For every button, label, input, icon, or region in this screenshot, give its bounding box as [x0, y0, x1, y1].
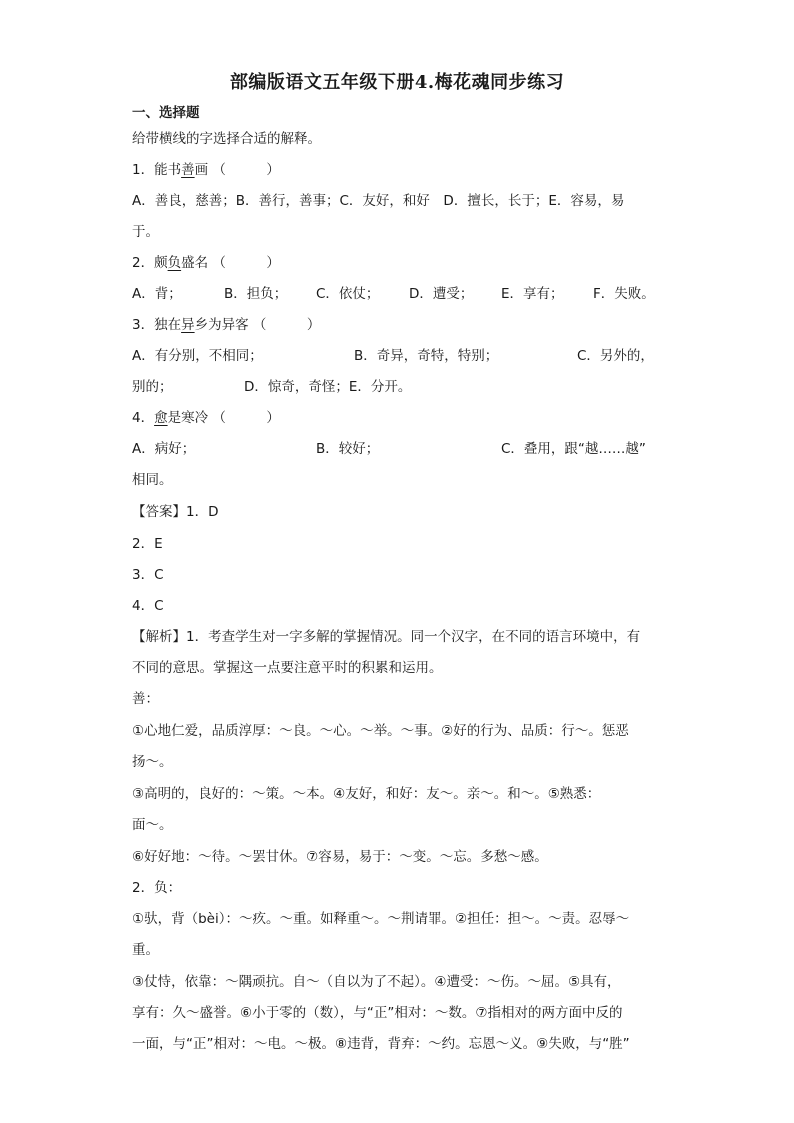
analysis-shan-2: 扬～。: [132, 754, 173, 770]
answer-3: 3．C: [132, 567, 164, 583]
question-1-rest: 画 （ ）: [194, 162, 280, 178]
analysis-line-2: 不同的意思。掌握这一点要注意平时的积累和运用。: [132, 660, 443, 676]
question-3: [132, 316, 320, 334]
analysis-fu-1: ①驮，背（bèi）：～疚。～重。如释重～。～荆请罪。②担任：担～。～责。忍辱～: [132, 911, 630, 927]
analysis-line-1: [132, 628, 640, 646]
analysis-shan-3: ③高明的，良好的：～策。～本。④友好，和好：友～。亲～。和～。⑤熟悉：: [132, 786, 601, 802]
analysis-label: 【解析】: [132, 629, 186, 645]
question-3-rest: 乡为异客 （ ）: [194, 317, 321, 333]
analysis-fu-3: ③仗恃，依靠：～隅顽抗。自～（自以为了不起）。④遭受：～伤。～屈。⑤具有，: [132, 974, 621, 990]
instruction-text: 给带横线的字选择合适的解释。: [132, 131, 321, 147]
q2-option-d: D．遭受；: [409, 286, 474, 302]
q2-option-e: E．享有；: [501, 286, 564, 302]
q4-option-a: A．病好；: [132, 441, 196, 457]
question-4-options-cont: 相同。: [132, 472, 173, 488]
question-2-keyword: 负: [167, 255, 182, 271]
q2-option-f: F．失败。: [593, 286, 655, 302]
q3-option-c: C．另外的，: [577, 348, 654, 364]
question-1-options-cont: 于。: [132, 224, 159, 240]
q3-option-d: D．惊奇，奇怪；E．分开。: [244, 379, 412, 395]
answer-4: 4．C: [132, 598, 164, 614]
analysis-shan-4: 面～。: [132, 817, 173, 833]
section-heading: 一、选择题: [132, 105, 200, 121]
analysis-line-1-text: 1．考查学生对一字多解的掌握情况。同一个汉字，在不同的语言环境中，有: [186, 629, 641, 645]
question-2: [132, 254, 280, 272]
analysis-fu-2: 重。: [132, 942, 159, 958]
q3-option-b: B．奇异，奇特，特别；: [354, 348, 499, 364]
answer-2: 2．E: [132, 536, 163, 552]
analysis-fu-5: 一面，与“正”相对：～电。～极。⑧违背，背弃：～约。忘恩～义。⑨失败，与“胜”: [132, 1036, 630, 1052]
question-1-keyword: 善: [181, 162, 195, 178]
analysis-shan-1: ①心地仁爱，品质淳厚：～良。～心。～举。～事。②好的行为、品质：行～。惩恶: [132, 723, 629, 739]
q3-option-a: A．有分别，不相同；: [132, 348, 263, 364]
q3-option-c-cont: 别的；: [132, 379, 173, 395]
analysis-fu-heading: 2．负：: [132, 880, 182, 896]
answer-1-value: 1．D: [186, 504, 219, 520]
answer-label: 【答案】: [132, 504, 186, 520]
question-2-rest: 盛名 （ ）: [181, 255, 280, 271]
question-3-number: 3．独在: [132, 317, 182, 333]
question-1: [132, 161, 280, 179]
analysis-shan-5: ⑥好好地：～待。～罢甘休。⑦容易，易于：～变。～忘。多愁～感。: [132, 849, 548, 865]
analysis-shan-heading: 善：: [132, 691, 159, 707]
page-title: 部编版语文五年级下册4.梅花魂同步练习: [229, 72, 565, 93]
question-4: [132, 409, 280, 427]
q2-option-b: B．担负；: [224, 286, 288, 302]
q2-option-a: A．背；: [132, 286, 182, 302]
question-4-number: 4．: [132, 410, 155, 426]
q4-option-c: C．叠用，跟“越……越”: [501, 441, 646, 457]
question-3-keyword: 异: [181, 317, 195, 333]
question-2-number: 2．颇: [132, 255, 168, 271]
question-1-number: 1．能书: [132, 162, 182, 178]
q4-option-b: B．较好；: [316, 441, 380, 457]
answer-1: [132, 503, 218, 521]
q2-option-c: C．依仗；: [316, 286, 380, 302]
question-4-rest: 是寒冷 （ ）: [167, 410, 280, 426]
analysis-fu-4: 享有：久～盛誉。⑥小于零的（数），与“正”相对：～数。⑦指相对的两方面中反的: [132, 1005, 623, 1021]
question-1-options: A．善良，慈善；B．善行，善事；C．友好，和好 D．擅长，长于；E．容易，易: [132, 193, 625, 209]
question-4-keyword: 愈: [154, 410, 168, 426]
